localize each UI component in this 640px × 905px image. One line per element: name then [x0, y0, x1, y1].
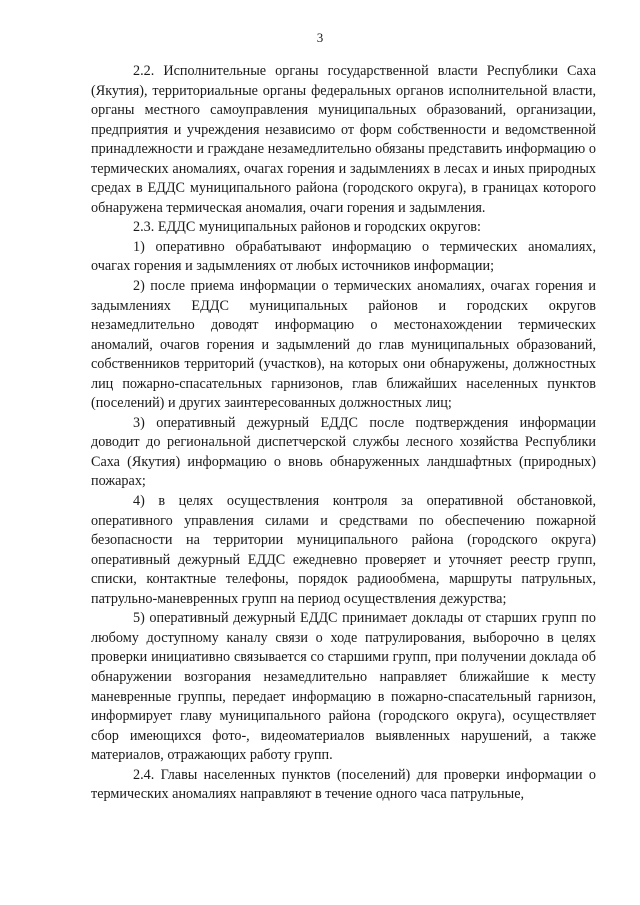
paragraph-item-3: 3) оперативный дежурный ЕДДС после подтверждения информации доводит до региональной диспетчерской службы лесного хозяйства Республики Саха (Якутия) информацию о вновь обнаруженных ландшафтных (природных) пожарах; [91, 414, 596, 490]
page-number: 3 [316, 30, 324, 45]
paragraph-item-4: 4) в целях осуществления контроля за оперативной обстановкой, оперативного управления силами и средствами по обеспечению пожарной безопасности на территории муниципального района (городского округа) оперативный дежурный ЕДДС ежедневно проверяет и уточняет реестр групп, списки, контактные телефоны, порядок радиообмена, маршруты патрульных, патрульно-маневренных групп на период осуществления дежурства; [91, 493, 596, 607]
paragraph-2-3-heading: 2.3. ЕДДС муниципальных районов и городских округов: [133, 219, 481, 236]
paragraph-2-2: 2.2. Исполнительные органы государственной власти Республики Саха (Якутия), территориальные органы федеральных органов исполнительной власти, органы местного самоуправления муниципальных образований, организации, предприятия и учреждения независимо от форм собственности и ведомственной принадлежности и граждане незамедлительно обязаны представить информацию о термических аномалиях, очагах горения и задымлениях в лесах и иных природных средах в ЕДДС муниципального района (городского округа), в границах которого обнаружена термическая аномалия, очаги горения и задымления. [91, 63, 596, 216]
paragraph-item-5: 5) оперативный дежурный ЕДДС принимает доклады от старших групп по любому доступному каналу связи о ходе патрулирования, выборочно в целях проверки инициативно связывается со старшими групп, при получении доклада об обнаружении возгорания незамедлительно направляет ближайшие к месту маневренные группы, передает информацию в пожарно-спасательный гарнизон, информирует главу муниципального района (городского округа), осуществляет сбор имеющихся фото-, видеоматериалов выявленных нарушений, а также материалов, отражающих работу групп. [91, 610, 596, 764]
document-body [91, 62, 596, 805]
paragraph-item-2: 2) после приема информации о термических аномалиях, очагах горения и задымлениях ЕДДС муниципальных районов и городских округов незамедлительно доводят информацию о местонахождении термических аномалий, очагов горения и задымлений до глав муниципальных образований, собственников территорий (участков), на которых они обнаружены, должностных лиц пожарно-спасательных гарнизонов, глав ближайших населенных пунктов (поселений) и других заинтересованных должностных лиц; [91, 278, 596, 412]
paragraph-item-1: 1) оперативно обрабатывают информацию о термических аномалиях, очагах горения и задымлениях от любых источников информации; [91, 238, 596, 275]
paragraph-2-4: 2.4. Главы населенных пунктов (поселений) для проверки информации о термических аномалиях направляют в течение одного часа патрульные, [91, 766, 596, 803]
